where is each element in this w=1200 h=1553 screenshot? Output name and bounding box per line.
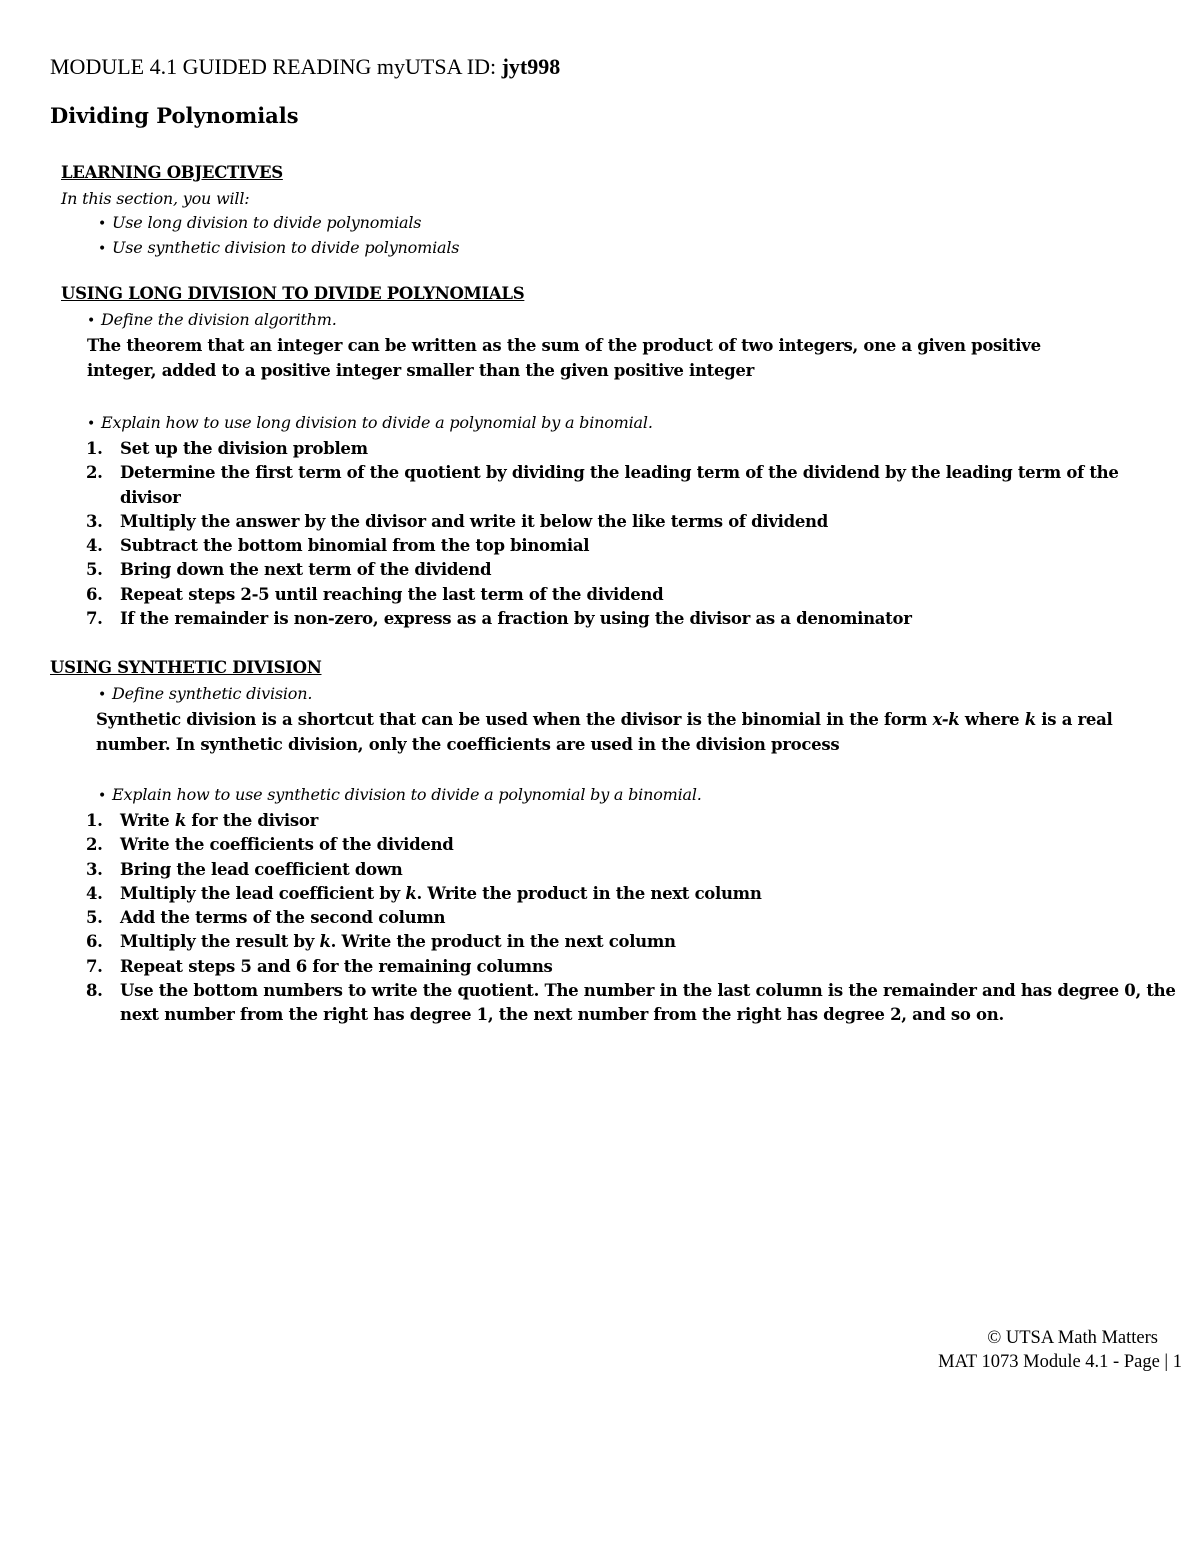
bullet-icon: • [87,313,96,329]
list-item: 8. Use the bottom numbers to write the quotient. The number in the last column is the remainder and has degree 0, the next number from the right has degree 1, the next number from the right has degree 2, and so on. [86,981,1176,1025]
list-item: 7. If the remainder is non-zero, express as a fraction by using the divisor as a denominator [86,609,912,629]
list-item: 1. Set up the division problem [86,439,368,458]
bullet-icon: • [98,788,107,804]
bullet-icon: • [87,416,96,432]
answer-line: Synthetic division is a shortcut that can be used when the divisor is the binomial in the form x-k where k is a real [96,710,1113,729]
answer-line: integer, added to a positive integer smaller than the given positive integer [87,360,755,380]
id-label: myUTSA ID: [376,54,497,79]
long-division-prompt-1: • Define the division algorithm. [87,310,337,329]
long-division-heading: USING LONG DIVISION TO DIVIDE POLYNOMIALS [61,284,525,303]
learning-objectives-heading: LEARNING OBJECTIVES [61,163,283,182]
list-item: 2. Write the coefficients of the dividend [86,835,454,855]
list-item: 3. Bring the lead coefficient down [86,859,403,879]
module-label: MODULE 4.1 GUIDED READING [50,54,372,79]
list-item: 6. Repeat steps 2-5 until reaching the last term of the dividend [86,584,664,604]
objectives-intro: In this section, you will: [61,189,250,208]
footer-page-info: MAT 1073 Module 4.1 - Page | 1 [938,1352,1182,1372]
list-item: 5. Bring down the next term of the dividend [86,560,492,580]
synthetic-division-prompt-2: • Explain how to use synthetic division to divide a polynomial by a binomial. [98,785,702,804]
answer-line: The theorem that an integer can be written as the sum of the product of two integers, one a given positive [87,336,1041,355]
synthetic-division-answer [96,708,1176,757]
list-item: 6. Multiply the result by k. Write the product in the next column [86,932,676,952]
list-item: 3. Multiply the answer by the divisor and write it below the like terms of dividend [86,511,828,531]
objective-item: • Use long division to divide polynomials [98,213,422,232]
list-item: 7. Repeat steps 5 and 6 for the remaining columns [86,956,553,976]
document-header [50,54,560,80]
objective-item: • Use synthetic division to divide polynomials [98,238,460,257]
long-division-prompt-2: • Explain how to use long division to divide a polynomial by a binomial. [87,413,653,432]
list-item: 5. Add the terms of the second column [86,908,446,928]
list-item: 4. Multiply the lead coefficient by k. Write the product in the next column [86,883,762,903]
id-value: jyt998 [501,54,561,79]
synthetic-division-prompt-1: • Define synthetic division. [98,684,313,703]
bullet-icon: • [98,687,107,703]
list-item: 2. Determine the first term of the quotient by dividing the leading term of the dividend by the leading term of the divisor [86,463,1119,507]
long-division-steps [86,437,1176,631]
list-item: 1. Write k for the divisor [86,811,318,830]
division-algorithm-answer [87,334,1177,383]
footer-copyright: © UTSA Math Matters [987,1328,1158,1348]
list-item: 4. Subtract the bottom binomial from the top binomial [86,536,590,556]
bullet-icon: • [98,241,107,257]
synthetic-division-heading: USING SYNTHETIC DIVISION [50,658,322,677]
page-title: Dividing Polynomials [50,103,299,128]
synthetic-division-steps [86,809,1186,1028]
bullet-icon: • [98,216,107,232]
answer-line: number. In synthetic division, only the coefficients are used in the division process [96,734,840,754]
